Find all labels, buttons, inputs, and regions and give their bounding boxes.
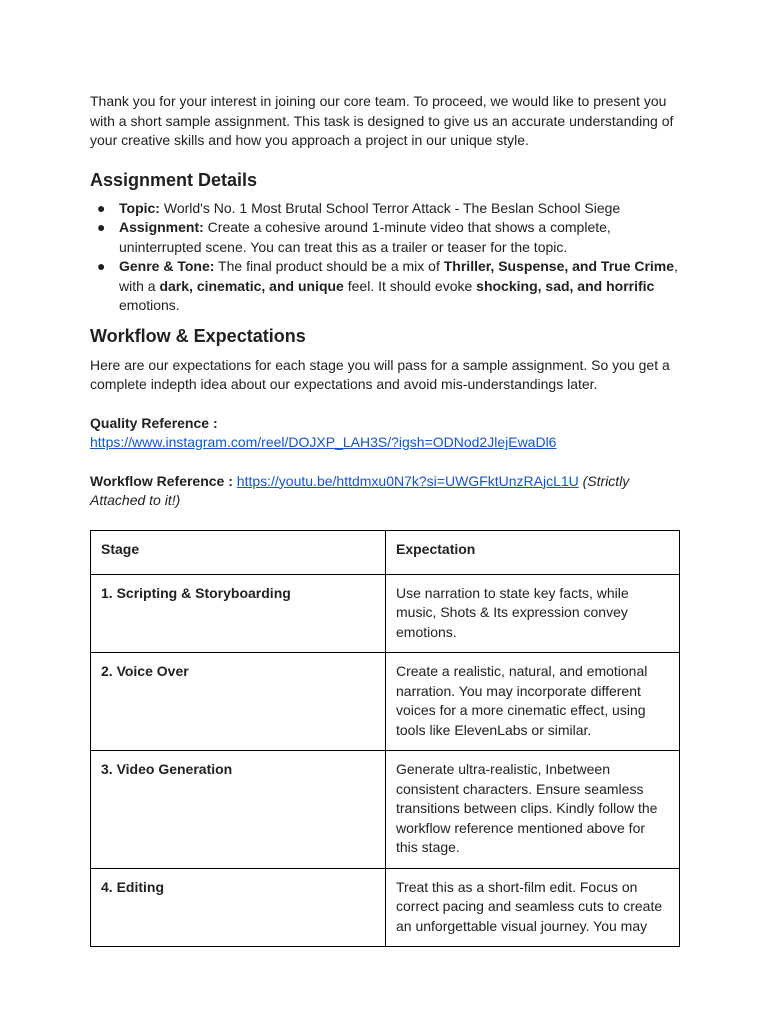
genre-bold: dark, cinematic, and unique [159, 277, 344, 294]
genre-text: The final product should be a mix of [214, 258, 444, 274]
stage-cell: 2. Voice Over [91, 653, 386, 751]
workflow-reference-note: (Strictly Attached to it!) [90, 472, 630, 508]
workflow-intro-paragraph: Here are our expectations for each stage you will pass for a sample assignment. So you get a complete indepth idea about our expectations and avoid mis-understandings later. [90, 356, 670, 392]
workflow-reference [90, 472, 682, 511]
expectation-cell: Generate ultra-realistic, Inbetween consistent characters. Ensure seamless transitions between clips. Kindly follow the workflow reference mentioned above for this stage. [386, 751, 680, 869]
header-stage: Stage [91, 530, 386, 574]
genre-text: , with a [119, 258, 678, 294]
bullet-genre-tone [90, 257, 682, 316]
workflow-reference-link[interactable]: https://youtu.be/httdmxu0N7k?si=UWGFktUnzRAjcL1U [236, 472, 579, 489]
bullet-assignment [90, 218, 682, 257]
bullet-dot-icon: ● [97, 258, 106, 274]
assignment-bullet-list [90, 199, 682, 316]
genre-bold: shocking, sad, and horrific [476, 277, 655, 294]
bullet-dot-icon: ● [97, 199, 106, 216]
assignment-details-heading: Assignment Details [90, 169, 258, 190]
bullet-dot-icon: ● [97, 219, 106, 235]
stage-cell: 3. Video Generation [91, 751, 386, 869]
genre-label: Genre & Tone: [119, 258, 215, 274]
workflow-expectations-heading: Workflow & Expectations [90, 325, 306, 346]
quality-reference [90, 414, 682, 453]
table-row [91, 751, 680, 869]
topic-text: World's No. 1 Most Brutal School Terror Attack - The Beslan School Siege [159, 199, 621, 216]
genre-text: feel. It should evoke [343, 277, 477, 294]
topic-label: Topic: [119, 199, 160, 216]
table-row [91, 653, 680, 751]
genre-text: emotions. [119, 297, 180, 313]
expectation-cell: Create a realistic, natural, and emotional narration. You may incorporate different voices for a more cinematic effect, using tools like ElevenLabs or similar. [386, 653, 680, 751]
quality-reference-link[interactable]: https://www.instagram.com/reel/DOJXP_LAH3S/?igsh=ODNod2JlejEwaDl6 [90, 434, 557, 450]
expectation-cell: Treat this as a short-film edit. Focus on correct pacing and seamless cuts to create an unforgettable visual journey. You may [386, 868, 680, 947]
document-page [90, 92, 682, 947]
intro-paragraph: Thank you for your interest in joining our core team. To proceed, we would like to present you with a short sample assignment. This task is designed to give us an accurate understanding of your creative skills and how you approach a project in our unique style. [90, 93, 674, 148]
quality-reference-label: Quality Reference : [90, 414, 218, 431]
stage-cell: 4. Editing [91, 868, 386, 947]
table-row [91, 868, 680, 947]
stage-expectation-table [90, 530, 680, 948]
expectation-cell: Use narration to state key facts, while music, Shots & Its expression convey emotions. [386, 574, 680, 653]
table-row [91, 574, 680, 653]
workflow-reference-label: Workflow Reference : [90, 472, 233, 489]
assignment-label: Assignment: [119, 219, 204, 235]
stage-cell: 1. Scripting & Storyboarding [91, 574, 386, 653]
table-header-row [91, 530, 680, 574]
genre-bold: Thriller, Suspense, and True Crime [443, 258, 675, 274]
assignment-text: Create a cohesive around 1-minute video that shows a complete, uninterrupted scene. You can treat this as a trailer or teaser for the topic. [119, 219, 611, 255]
bullet-topic [90, 199, 682, 219]
header-expectation: Expectation [386, 530, 680, 574]
